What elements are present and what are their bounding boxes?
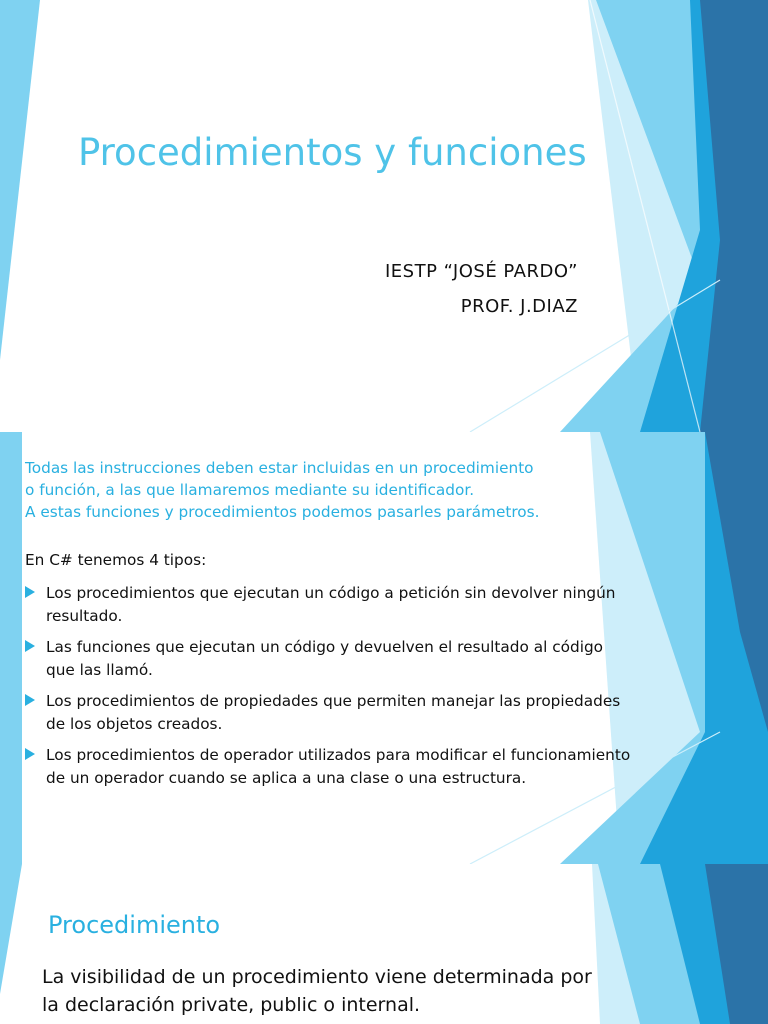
triangle-bullet-icon [25, 586, 35, 598]
slide-procedimiento [0, 864, 768, 1024]
types-lead-text: En C# tenemos 4 tipos: [25, 551, 207, 569]
left-facet-shape [0, 432, 22, 864]
slide-types [0, 432, 768, 864]
left-facet-shape [0, 0, 40, 360]
list-item [25, 690, 635, 735]
intro-paragraph [25, 457, 615, 523]
list-item [25, 636, 635, 681]
decorative-facets [0, 0, 768, 432]
slide-title [0, 0, 768, 432]
section-body [42, 963, 642, 1019]
types-list [25, 582, 635, 798]
list-item-text: Los procedimientos de propiedades que permiten manejar las propiedades de los objetos creados. [46, 692, 621, 733]
professor-name: PROF. J.DIAZ [460, 296, 578, 317]
body-line: La visibilidad de un procedimiento viene determinada por [42, 966, 592, 988]
list-item [25, 582, 635, 627]
slide-title-text: Procedimientos y funciones [78, 131, 587, 174]
intro-line: A estas funciones y procedimientos podemos pasarles parámetros. [25, 503, 540, 521]
institution-name: IESTP “JOSÉ PARDO” [384, 261, 578, 282]
intro-line: Todas las instrucciones deben estar incluidas en un procedimiento [25, 459, 534, 477]
section-title: Procedimiento [48, 911, 221, 939]
triangle-bullet-icon [25, 640, 35, 652]
left-facet-shape [0, 864, 22, 994]
list-item-text: Las funciones que ejecutan un código y devuelven el resultado al código que las llamó. [46, 638, 604, 679]
triangle-bullet-icon [25, 748, 35, 760]
intro-line: o función, a las que llamaremos mediante su identificador. [25, 481, 475, 499]
body-line: la declaración private, public o internal. [42, 994, 421, 1016]
list-item-text: Los procedimientos que ejecutan un código a petición sin devolver ningún resultado. [46, 584, 616, 625]
list-item [25, 744, 635, 789]
list-item-text: Los procedimientos de operador utilizados para modificar el funcionamiento de un operador cuando se aplica a una clase o una estructura. [46, 746, 631, 787]
triangle-bullet-icon [25, 694, 35, 706]
